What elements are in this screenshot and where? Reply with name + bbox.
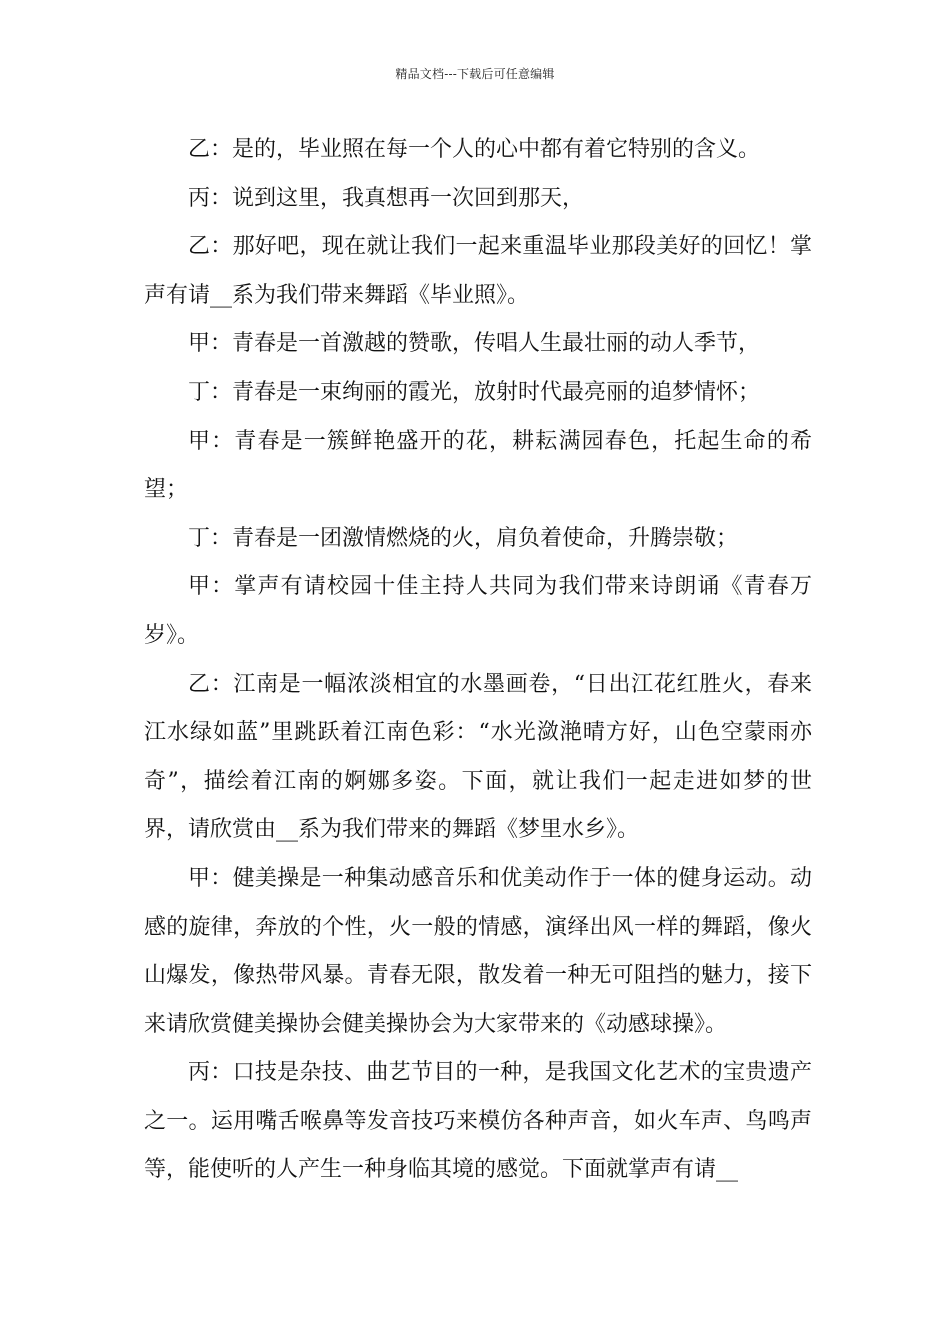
document-body (144, 126, 812, 1195)
paragraph-3: 乙：那好吧，现在就让我们一起来重温毕业那段美好的回忆！掌声有请__系为我们带来舞蹈《毕业照》。 (144, 234, 812, 308)
paragraph-1: 乙：是的，毕业照在每一个人的心中都有着它特别的含义。 (188, 137, 761, 162)
paragraph-4: 甲：青春是一首激越的赞歌，传唱人生最壮丽的动人季节， (188, 331, 761, 357)
paragraph-8: 甲：掌声有请校园十佳主持人共同为我们带来诗朗诵《青春万岁》。 (144, 574, 812, 648)
page-header: 精品文档---下载后可任意编辑 (395, 67, 555, 81)
paragraph-10: 甲：健美操是一种集动感音乐和优美动作于一体的健身运动。动感的旋律，奔放的个性，火一般的情感，演绎出风一样的舞蹈，像火山爆发，像热带风暴。青春无限，散发着一种无可阻挡的魅力，接下来请欣赏健美操协会健美操协会为大家带来的《动感球操》。 (144, 865, 812, 1037)
paragraph-6: 甲：青春是一簇鲜艳盛开的花，耕耘满园春色，托起生命的希望； (144, 428, 812, 503)
paragraph-2: 丙：说到这里，我真想再一次回到那天， (188, 185, 585, 211)
paragraph-7: 丁：青春是一团激情燃烧的火，肩负着使命，升腾崇敬； (188, 525, 739, 551)
paragraph-9: 乙：江南是一幅浓淡相宜的水墨画卷，“日出江花红胜火，春来江水绿如蓝”里跳跃着江南色彩：“水光潋滟晴方好，山色空蒙雨亦奇”，描绘着江南的婀娜多姿。下面，就让我们一起走进如梦的世界，请欣赏由__系为我们带来的舞蹈《梦里水乡》。 (144, 671, 812, 843)
paragraph-11: 丙：口技是杂技、曲艺节目的一种，是我国文化艺术的宝贵遗产之一。运用嘴舌喉鼻等发音技巧来模仿各种声音，如火车声、鸟鸣声等，能使听的人产生一种身临其境的感觉。下面就掌声有请__ (144, 1060, 812, 1183)
paragraph-5: 丁：青春是一束绚丽的霞光，放射时代最亮丽的追梦情怀； (188, 379, 761, 405)
